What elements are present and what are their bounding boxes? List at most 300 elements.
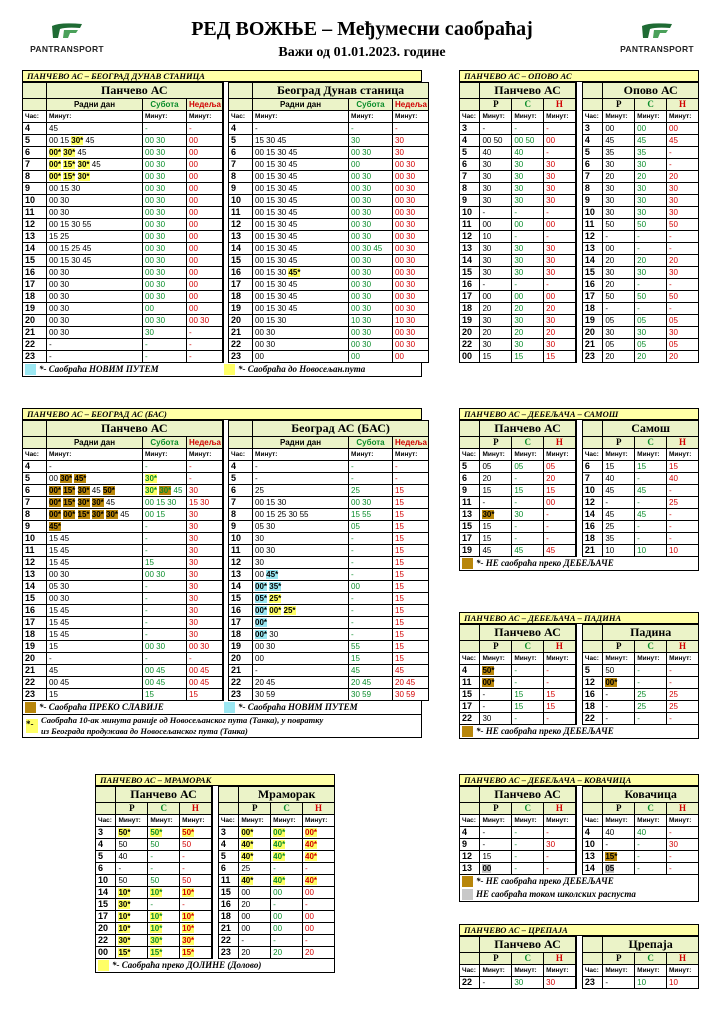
minute-value: 30* [145,474,158,483]
hour-label: Час: [582,653,602,665]
minute-value: - [145,630,148,639]
saturday-letter: С [512,953,544,965]
weekday-letter: Р [480,99,512,111]
day-type-corner [582,953,602,965]
weekday-minutes [603,689,635,701]
minute-value: 45 [49,666,58,675]
minute-label: Минут: [603,965,635,977]
saturday-letter: С [635,437,667,449]
minute-value: - [546,124,549,133]
saturday-minutes [143,689,187,701]
table-row [23,617,429,629]
minute-value: 15 [266,220,276,229]
sunday-letter: Н [544,803,576,815]
table-row [460,461,699,473]
saturday-minutes [349,135,393,147]
minute-value: 15 [60,136,70,145]
saturday-minutes [349,545,393,557]
weekday-letter: Р [603,953,635,965]
sunday-minutes [393,123,429,135]
hour-cell: 17 [460,533,480,545]
sunday-minutes [544,533,576,545]
minute-value: 45 [514,546,524,555]
minute-value: 40 [605,474,615,483]
saturday-minutes [512,267,544,279]
hour-cell: 15 [582,267,602,279]
saturday-minutes [512,827,544,839]
minute-value: - [145,654,148,663]
hour-cell: 17 [229,279,253,291]
saturday-minutes [512,255,544,267]
weekday-minutes [253,641,349,653]
minute-value: - [637,666,640,675]
minute-value: 00 [49,184,58,193]
hour-cell: 3 [460,123,480,135]
minute-value: - [49,352,52,361]
sunday-minutes [393,327,429,339]
weekday-minutes [603,839,635,851]
weekday-minutes [253,593,349,605]
minute-value: 00 [145,160,154,169]
minute-value: - [351,618,354,627]
sunday-minutes [187,351,223,363]
minute-value: 30 [156,280,166,289]
minute-value: 25 [60,232,70,241]
minute-value: - [255,462,258,471]
weekday-minutes [480,473,512,485]
sunday-minutes [667,665,699,677]
sunday-minutes [187,255,223,267]
column-gap [576,195,583,207]
legend-swatch [224,702,235,713]
minute-value: 40* [305,876,318,885]
hour-cell: 17 [582,291,602,303]
hour-cell: 22 [460,339,480,351]
minute-value: 30 [637,208,647,217]
minute-value: 00 [255,256,264,265]
minute-value: 30 [71,184,81,193]
column-gap [576,827,583,839]
legend-note [460,888,698,901]
hour-cell: 12 [460,851,480,863]
legend-note [460,875,698,888]
minute-value: 15 [49,606,58,615]
minute-label: Минут: [603,815,635,827]
minute-value: 20 [637,172,647,181]
minute-value: - [637,714,640,723]
sunday-minutes [187,159,223,171]
minute-value: 15 [395,546,404,555]
minute-value: - [145,124,148,133]
sunday-minutes [667,339,699,351]
minute-value: 25 [669,690,678,699]
minute-value: 30 [514,510,524,519]
saturday-minutes [143,677,187,689]
minute-label: Минут: [480,111,512,123]
minute-value: 30 [546,256,556,265]
table-row [460,509,699,521]
hour-cell: 6 [460,159,480,171]
minute-value: - [49,654,52,663]
minute-value: 40 [605,828,615,837]
saturday-minutes [635,977,667,989]
minute-value: 30 [156,244,166,253]
minute-value: 30* [106,510,119,519]
minute-value: 30* [60,474,73,483]
hour-cell: 7 [460,171,480,183]
column-gap [576,653,583,665]
station-name: Мраморак [239,787,335,803]
weekday-letter: Р [603,641,635,653]
timetable-crepaja [459,924,699,989]
sunday-minutes [667,219,699,231]
weekday-minutes [47,605,143,617]
minute-value: - [514,828,517,837]
minute-value: 30 [156,268,166,277]
minute-value: 15 [395,594,404,603]
minute-value: 30 [71,220,81,229]
station-corner [460,787,480,803]
minute-label: Минут: [603,111,635,123]
weekday-minutes [480,159,512,171]
hour-cell: 14 [582,509,602,521]
weekday-minutes [480,461,512,473]
minute-label: Минут: [116,815,148,827]
hour-cell: 11 [229,207,253,219]
minute-value: 00 [395,256,404,265]
minute-value: - [255,666,258,675]
column-label-row [460,965,699,977]
minute-value: 30 [406,316,416,325]
hour-cell: 23 [23,689,47,701]
minute-value: 30 [189,510,198,519]
sunday-minutes [667,545,699,557]
hour-label: Час: [229,449,253,461]
column-label-row [96,815,335,827]
minute-value: 05 [351,522,360,531]
table-row [96,923,335,935]
minute-value: 00* [255,618,268,627]
table-row [460,485,699,497]
saturday-minutes [349,195,393,207]
table-row [460,231,699,243]
sunday-minutes [667,243,699,255]
hour-cell: 15 [96,899,116,911]
weekday-minutes [253,509,349,521]
minute-value: 00* [273,828,286,837]
hour-cell: 23 [582,977,602,989]
weekday-minutes [239,863,271,875]
minute-value: 30 [514,256,524,265]
saturday-minutes [512,977,544,989]
minute-value: - [49,340,52,349]
hour-cell: 5 [582,665,602,677]
sunday-minutes [544,863,576,875]
table-row [460,351,699,363]
table-row [96,827,335,839]
sunday-minutes [667,521,699,533]
table-row [460,255,699,267]
sunday-minutes [393,303,429,315]
minute-value: - [546,864,549,873]
legend-note [460,557,698,570]
station-corner [460,421,480,437]
minute-value: 30 [362,304,372,313]
saturday-minutes [349,677,393,689]
saturday-minutes [349,255,393,267]
minute-value: 15 [395,630,404,639]
saturday-minutes [635,243,667,255]
weekday-minutes [480,677,512,689]
sunday-minutes [187,135,223,147]
sunday-minutes [187,689,223,701]
hour-cell: 12 [229,219,253,231]
hour-cell: 21 [23,665,47,677]
saturday-label: Субота [349,99,393,111]
column-gap [576,461,583,473]
minute-value: 40 [118,852,128,861]
minute-value: - [637,304,640,313]
minute-value: 00 [145,304,154,313]
minute-value: 30 [605,208,615,217]
table-row [23,195,429,207]
sunday-minutes [393,171,429,183]
minute-value: 25 [255,486,264,495]
minute-value: 15 [482,352,492,361]
table-row [460,279,699,291]
weekday-minutes [480,839,512,851]
hour-cell: 7 [23,159,47,171]
weekday-minutes [116,851,148,863]
minute-value: - [482,280,486,289]
minute-value: 10* [118,912,131,921]
sunday-letter: Н [544,99,576,111]
minute-value: - [351,558,354,567]
minute-value: 45 [288,244,298,253]
minute-value: 00 [273,912,283,921]
legend-swatch [224,364,235,375]
legend-text: *- Саобраћа преко ДОЛИНЕ (Долово) [112,960,262,970]
saturday-minutes [143,219,187,231]
sunday-minutes [393,509,429,521]
weekday-minutes [603,147,635,159]
notes-row [459,725,699,739]
saturday-minutes [512,207,544,219]
minute-value: 15 [514,702,524,711]
minute-value: 50 [637,292,647,301]
hour-label: Час: [460,653,480,665]
saturday-minutes [635,521,667,533]
table-row [96,935,335,947]
hour-label: Час: [23,111,47,123]
sunday-minutes [187,509,223,521]
minute-value: 00 [273,888,283,897]
minute-value: 00 [395,268,404,277]
minute-value: 30 [189,546,198,555]
weekday-minutes [239,875,271,887]
pantransport-logo-left [22,22,112,58]
minute-value: 00* [255,630,268,639]
minute-value: - [395,462,398,471]
minute-value: 15* [63,486,76,495]
minute-value: 40* [241,840,254,849]
weekday-label: Радни дан [47,437,143,449]
station-name: Панчево АС [116,787,212,803]
sunday-minutes [544,713,576,725]
hour-cell: 17 [460,701,480,713]
day-type-row [23,99,429,111]
saturday-minutes [635,461,667,473]
minute-value: 30 [156,196,166,205]
minute-value: 45* [288,268,301,277]
table-row [23,533,429,545]
sunday-minutes [393,665,429,677]
saturday-minutes [271,887,303,899]
minute-label: Минут: [480,815,512,827]
legend-swatch [462,889,473,900]
minute-value: 10 [669,546,678,555]
sunday-minutes [187,593,223,605]
hour-cell: 6 [23,485,47,497]
weekday-minutes [603,665,635,677]
minute-value: 25 [351,486,360,495]
minute-value: 20 [669,172,678,181]
saturday-minutes [271,947,303,959]
hour-label: Час: [96,815,116,827]
sunday-minutes [667,159,699,171]
weekday-minutes [603,279,635,291]
minute-label: Минут: [603,653,635,665]
saturday-minutes [143,195,187,207]
minute-value: 45 [200,678,210,687]
weekday-minutes [480,485,512,497]
weekday-minutes [480,339,512,351]
minute-value: 00 [395,172,404,181]
sunday-minutes [393,593,429,605]
minute-value: - [669,714,672,723]
table-row [23,521,429,533]
minute-value: - [514,534,517,543]
long-note-line: из Београда продужава до Новосељанског пута (Танка) [41,726,248,736]
minute-value: 00* [63,510,76,519]
minute-value: 00 [49,196,58,205]
minute-value: 15 [49,534,58,543]
minute-value: 30 [60,196,70,205]
minute-label: Минут: [480,965,512,977]
weekday-minutes [603,545,635,557]
weekday-minutes [253,279,349,291]
sunday-minutes [544,485,576,497]
saturday-minutes [148,851,180,863]
minute-value: - [546,232,549,241]
sunday-minutes [393,641,429,653]
sunday-minutes [187,521,223,533]
day-type-corner [460,99,480,111]
minute-value: 30 [60,594,70,603]
saturday-minutes [512,243,544,255]
legend-swatch [98,960,109,971]
hour-cell: 17 [229,617,253,629]
saturday-minutes [349,593,393,605]
minute-value: - [482,828,486,837]
minute-value: 30 [546,244,556,253]
minute-value: 00 [255,546,264,555]
minute-value: 15 [482,486,492,495]
notes-row [22,701,422,715]
column-gap [212,839,219,851]
saturday-minutes [143,593,187,605]
weekday-minutes [603,351,635,363]
minute-value: 30 [255,558,264,567]
station-corner [229,83,253,99]
sunday-minutes [180,935,212,947]
minute-value: 10 [669,978,678,987]
minute-value: 35 [605,148,615,157]
weekday-minutes [603,243,635,255]
sunday-minutes [667,183,699,195]
saturday-minutes [512,701,544,713]
minute-value: 00 [351,220,360,229]
saturday-minutes [635,291,667,303]
saturday-minutes [143,605,187,617]
minute-value: 45 [60,546,70,555]
sunday-minutes [180,947,212,959]
sunday-minutes [180,839,212,851]
hour-cell: 16 [229,267,253,279]
table-row [96,887,335,899]
minute-value: 00 [395,208,404,217]
minute-value: - [482,702,486,711]
sunday-minutes [187,291,223,303]
minute-value: 00 [145,570,154,579]
hour-cell: 15 [23,593,47,605]
hour-cell: 9 [460,839,480,851]
saturday-minutes [635,123,667,135]
minute-value: 15* [63,172,76,181]
minute-value: 05* [255,594,268,603]
table-row [460,521,699,533]
legend-text: НЕ саобраћа током школских распуста [476,889,636,899]
section-title: ПАНЧЕВО АС – БЕОГРАД ДУНАВ СТАНИЦА [22,70,422,82]
weekday-letter: Р [603,803,635,815]
weekday-minutes [47,303,143,315]
minute-value: 20 [482,328,492,337]
table-row [96,911,335,923]
column-gap [576,219,583,231]
saturday-minutes [349,653,393,665]
day-type-corner [582,437,602,449]
sunday-minutes [667,473,699,485]
minute-value: 15 [266,316,276,325]
minute-value: 00 [351,172,360,181]
minute-value: - [255,474,258,483]
hour-cell: 5 [23,135,47,147]
minute-value: 30 [669,268,678,277]
minute-value: 15 [351,654,360,663]
minute-value: 00 [482,292,492,301]
saturday-minutes [271,935,303,947]
hour-cell: 10 [229,195,253,207]
weekday-minutes [116,923,148,935]
weekday-minutes [47,231,143,243]
weekday-minutes [603,315,635,327]
hour-cell: 11 [218,875,238,887]
saturday-minutes [143,569,187,581]
hour-cell: 23 [23,351,47,363]
minute-value: 00 [49,280,58,289]
hour-cell: 17 [23,617,47,629]
minute-value: - [351,474,354,483]
